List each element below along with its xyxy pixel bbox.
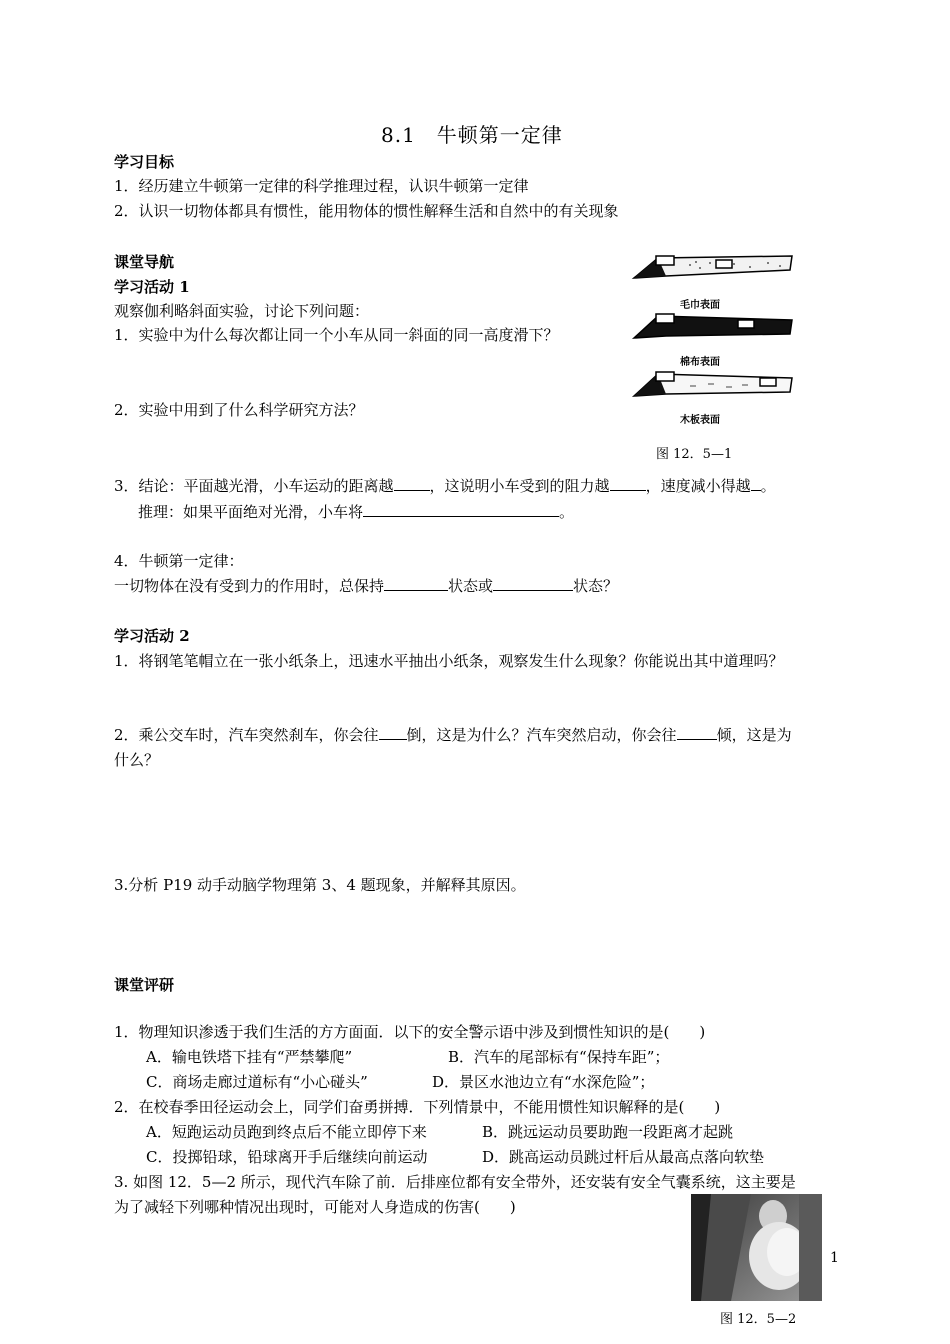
- q3-text-b: ，这说明小车受到的阻力越: [429, 477, 610, 495]
- activity2-q2-cont: 什么？: [114, 751, 160, 769]
- goals-heading: 学习目标: [114, 153, 175, 171]
- activity2-q3: 3.分析 P19 动手动脑学物理第 3、4 题现象，并解释其原因。: [114, 876, 526, 894]
- q3-infer-blank[interactable]: [363, 502, 559, 517]
- review-q3-line2: 为了减轻下列哪种情况出现时，可能对人身造成的伤害( ): [114, 1198, 516, 1216]
- review-heading: 课堂评研: [114, 976, 175, 994]
- ramp-experiment-figure: [630, 248, 800, 438]
- activity1-q4: 4．牛顿第一定律：: [114, 552, 244, 570]
- q3-infer-text-b: 。: [559, 503, 575, 521]
- a2q2-blank-2[interactable]: [677, 725, 717, 740]
- activity1-q2: 2．实验中用到了什么科学研究方法？: [114, 401, 364, 419]
- a2q2-blank-1[interactable]: [379, 725, 407, 740]
- q4-text-b: 状态或: [448, 577, 494, 595]
- activity1-intro: 观察伽利略斜面实验，讨论下列问题：: [114, 302, 370, 320]
- a2q2-text-c: 倾，这是为: [716, 726, 792, 744]
- towel-surface-setup: [634, 256, 792, 278]
- q4-blank-1[interactable]: [384, 576, 448, 591]
- goal-item-2: 2．认识一切物体都具有惯性，能用物体的惯性解释生活和自然中的有关现象: [114, 202, 619, 220]
- figure2-caption: 图 12．5—2: [720, 1312, 797, 1327]
- activity1-q4-law: [114, 576, 618, 596]
- nav-heading: 课堂导航: [114, 253, 175, 271]
- q3-text-d: 。: [760, 477, 776, 495]
- wood-surface-setup: [634, 372, 792, 396]
- q3-text-a: 3．结论：平面越光滑，小车运动的距离越: [114, 477, 394, 495]
- review-q1-option-d: D．景区水池边立有“水深危险”；: [432, 1073, 655, 1091]
- activity2-heading: 学习活动 2: [114, 627, 190, 645]
- q4-text-c: 状态？: [573, 577, 619, 595]
- q3-blank-2[interactable]: [610, 476, 646, 491]
- q3-blank-1[interactable]: [394, 476, 430, 491]
- review-q1-stem: 1．物理知识渗透于我们生活的方方面面．以下的安全警示语中涉及到惯性知识的是( ): [114, 1023, 706, 1041]
- page-title: 8.1 牛顿第一定律: [381, 123, 563, 147]
- q3-infer-text-a: 推理：如果平面绝对光滑，小车将: [138, 503, 364, 521]
- review-q2-option-c: C．投掷铅球，铅球离开手后继续向前运动: [146, 1148, 428, 1166]
- review-q2-option-d: D．跳高运动员跳过杆后从最高点落向软垫: [482, 1148, 765, 1166]
- review-q2-stem: 2．在校春季田径运动会上，同学们奋勇拼搏．下列情景中，不能用惯性知识解释的是( ): [114, 1098, 721, 1116]
- figure1-caption: 图 12．5—1: [656, 447, 733, 462]
- q3-blank-3[interactable]: [751, 476, 761, 491]
- activity2-q2: [114, 725, 792, 745]
- activity2-q1: 1．将钢笔笔帽立在一张小纸条上，迅速水平抽出小纸条，观察发生什么现象？你能说出其中道理吗？: [114, 652, 784, 670]
- activity1-heading: 学习活动 1: [114, 278, 190, 296]
- cotton-surface-setup: [634, 314, 792, 338]
- review-q1-option-a: A．输电铁塔下挂有“严禁攀爬”: [146, 1048, 353, 1066]
- ramp-experiment-illustration: [630, 248, 800, 438]
- goal-item-1: 1．经历建立牛顿第一定律的科学推理过程，认识牛顿第一定律: [114, 177, 529, 195]
- q4-text-a: 一切物体在没有受到力的作用时，总保持: [114, 577, 385, 595]
- page-number: 1: [830, 1250, 839, 1266]
- activity1-q1: 1．实验中为什么每次都让同一个小车从同一斜面的同一高度滑下？: [114, 326, 559, 344]
- activity1-q3-inference: [138, 502, 574, 522]
- review-q2-option-a: A．短跑运动员跑到终点后不能立即停下来: [146, 1123, 427, 1141]
- q4-blank-2[interactable]: [493, 576, 573, 591]
- a2q2-text-a: 2．乘公交车时，汽车突然刹车，你会往: [114, 726, 379, 744]
- review-q2-option-b: B．跳远运动员要助跑一段距离才起跳: [482, 1123, 734, 1141]
- activity1-q3: [114, 476, 776, 496]
- review-q3-line1: 3. 如图 12．5—2 所示，现代汽车除了前．后排座位都有安全带外，还安装有安全气囊系统，这主要是: [114, 1173, 796, 1191]
- airbag-photo-illustration: [691, 1194, 822, 1301]
- review-q1-option-b: B．汽车的尾部标有“保持车距”；: [448, 1048, 670, 1066]
- cotton-surface-label: 棉布表面: [680, 357, 720, 368]
- towel-surface-label: 毛巾表面: [680, 300, 720, 311]
- review-q1-option-c: C．商场走廊过道标有“小心碰头”: [146, 1073, 368, 1091]
- airbag-photo: [691, 1194, 822, 1301]
- wood-surface-label: 木板表面: [680, 415, 720, 426]
- q3-text-c: ，速度减小得越: [645, 477, 751, 495]
- a2q2-text-b: 倒，这是为什么？汽车突然启动，你会往: [406, 726, 677, 744]
